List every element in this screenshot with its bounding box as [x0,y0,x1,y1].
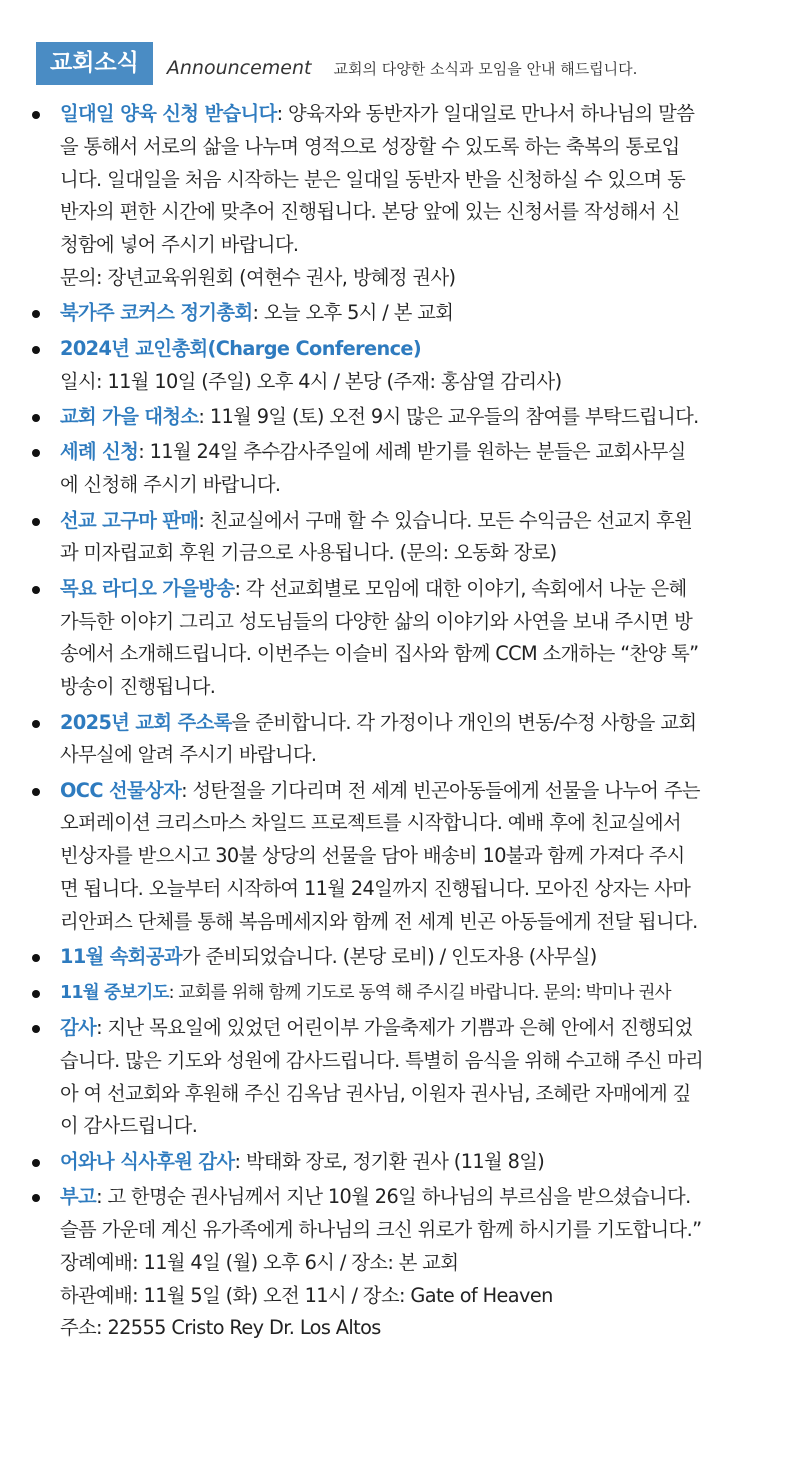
announcement-line [60,1045,782,1078]
announcement-line [60,366,782,399]
announcement-line [60,1146,782,1179]
announcement-text: 니다. 일대일을 처음 시작하는 분은 일대일 동반자 반을 신청하실 수 있으며 동 [60,167,686,191]
announcement-text: 주소: 22555 Cristo Rey Dr. Los Altos [60,1316,381,1340]
bullet-icon [32,954,40,962]
announcement-text: : 지난 목요일에 있었던 어린이부 가을축제가 기쁨과 은혜 안에서 진행되었 [96,1016,693,1040]
announcement-text: : 성탄절을 기다리며 전 세계 빈곤아동들에게 선물을 나누어 주는 [181,778,700,802]
announcement-text: : 11월 24일 추수감사주일에 세례 받기를 원하는 분들은 교회사무실 [138,440,686,464]
section-english-title: Announcement [166,56,312,79]
announcement-item [0,98,808,295]
bullet-icon [32,586,40,594]
announcement-line [60,537,782,570]
announcement-line [60,229,782,262]
announcement-text: 면 됩니다. 오늘부터 시작하여 11월 24일까지 진행됩니다. 모아진 상자는 사마 [60,877,691,901]
announcement-line [60,906,782,939]
announcement-item [0,707,808,773]
announcement-line [60,1214,782,1247]
announcement-text: 빈상자를 받으시고 30불 상당의 선물을 담아 배송비 10불과 함께 가져다 주시 [60,844,685,868]
announcement-item [0,436,808,502]
announcement-text: 슬픔 가운데 계신 유가족에게 하나님의 크신 위로가 함께 하시기를 기도합니다.” [60,1218,702,1242]
announcement-label: OCC 선물상자 [60,778,182,802]
announcement-label: 11월 중보기도 [60,982,169,1003]
bullet-icon [32,310,40,318]
announcement-text: 문의: 장년교육위원회 (여현수 권사, 방혜정 권사) [60,265,456,289]
announcement-line [60,739,782,772]
announcement-list [0,98,808,1348]
announcement-item [0,333,808,399]
announcement-line [60,775,782,808]
bullet-icon [32,990,40,998]
announcement-line [60,671,782,704]
announcement-text: 방송이 진행됩니다. [60,675,216,699]
announcement-label: 부고 [60,1185,97,1209]
announcement-line [60,1280,782,1313]
announcement-item [0,775,808,939]
announcement-line [60,807,782,840]
announcement-text: 장례예배: 11월 4일 (월) 오후 6시 / 장소: 본 교회 [60,1250,459,1274]
announcement-line [60,196,782,229]
bullet-icon [32,788,40,796]
announcement-label: 목요 라디오 가을방송 [60,576,235,600]
announcement-line [60,1012,782,1045]
announcement-text: 청함에 넣어 주시기 바랍니다. [60,233,299,257]
announcement-text: 과 미자립교회 후원 기금으로 사용됩니다. (문의: 오동화 장로) [60,541,557,565]
announcement-item [0,1181,808,1345]
announcement-line [60,1247,782,1280]
announcement-item [0,505,808,571]
announcement-line [60,1181,782,1214]
section-header [36,42,637,85]
bullet-icon [32,1194,40,1202]
section-title: 교회소식 [36,42,153,85]
announcement-line [60,1110,782,1143]
bullet-icon [32,414,40,422]
announcement-line [60,469,782,502]
bullet-icon [32,111,40,119]
announcement-text: 일시: 11월 10일 (주일) 오후 4시 / 본당 (주재: 홍삼열 감리사) [60,369,562,393]
announcement-line [60,164,782,197]
announcement-line [60,638,782,671]
announcement-line [60,333,782,366]
announcement-text: : 교회를 위해 함께 기도로 동역 해 주시길 바랍니다. 문의: 박미나 권사 [168,982,671,1003]
announcement-text: : 고 한명순 권사님께서 지난 10월 26일 하나님의 부르심을 받으셨습니다. [96,1185,691,1209]
announcement-line [60,1078,782,1111]
announcement-text: : 친교실에서 구매 할 수 있습니다. 모든 수익금은 선교지 후원 [198,508,693,532]
announcement-text: : 오늘 오후 5시 / 본 교회 [252,301,454,325]
announcement-text: 이 감사드립니다. [60,1114,198,1138]
announcement-line [60,977,782,1010]
announcement-label: 북가주 코커스 정기총회 [60,301,253,325]
announcement-line [60,606,782,639]
announcement-item [0,941,808,974]
announcement-line [60,131,782,164]
announcement-label: 선교 고구마 판매 [60,508,199,532]
announcement-line [60,262,782,295]
announcement-label: 세례 신청 [60,440,139,464]
announcement-line [60,401,782,434]
announcement-line [60,573,782,606]
announcement-label: 2024년 교인총회(Charge Conference) [60,336,422,360]
bullet-icon [32,346,40,354]
section-description: 교회의 다양한 소식과 모임을 안내 해드립니다. [333,59,638,78]
announcement-text: 아 여 선교회와 후원해 주신 김옥남 권사님, 이원자 권사님, 조혜란 자매에게 깊 [60,1081,691,1105]
announcement-text: 습니다. 많은 기도와 성원에 감사드립니다. 특별히 음식을 위해 수고해 주신 마리 [60,1048,704,1072]
announcement-line [60,98,782,131]
announcement-text: 송에서 소개해드립니다. 이번주는 이슬비 집사와 함께 CCM 소개하는 “찬양 톡” [60,642,699,666]
announcement-text: 에 신청해 주시기 바랍니다. [60,473,281,497]
announcement-line [60,941,782,974]
announcement-line [60,436,782,469]
announcement-item [0,401,808,434]
announcement-text: 사무실에 알려 주시기 바랍니다. [60,743,317,767]
announcement-label: 교회 가을 대청소 [60,404,199,428]
announcement-label: 일대일 양육 신청 받습니다 [60,102,277,125]
announcement-item [0,573,808,704]
announcement-line [60,840,782,873]
announcement-label: 어와나 식사후원 감사 [60,1149,235,1173]
bullet-icon [32,449,40,457]
announcement-text: 리안퍼스 단체를 통해 복음메세지와 함께 전 세계 빈곤 아동들에게 전달 됩니다. [60,909,698,933]
announcement-text: 을 준비합니다. 각 가정이나 개인의 변동/수정 사항을 교회 [231,710,697,734]
announcement-line [60,505,782,538]
announcement-text: : 각 선교회별로 모임에 대한 이야기, 속회에서 나눈 은혜 [234,576,687,600]
announcement-item [0,297,808,330]
announcement-text: 오퍼레이션 크리스마스 차일드 프로젝트를 시작합니다. 예배 후에 친교실에서 [60,811,682,835]
bullet-icon [32,1159,40,1167]
announcement-text: 하관예배: 11월 5일 (화) 오전 11시 / 장소: Gate of Heaven [60,1283,553,1307]
announcement-label: 2025년 교회 주소록 [60,710,232,734]
announcement-line [60,873,782,906]
bullet-icon [32,720,40,728]
announcement-label: 감사 [60,1016,97,1040]
announcement-text: : 11월 9일 (토) 오전 9시 많은 교우들의 참여를 부탁드립니다. [198,404,699,428]
announcement-text: 을 통해서 서로의 삶을 나누며 영적으로 성장할 수 있도록 하는 축복의 통로입 [60,134,680,158]
announcement-text: 가득한 이야기 그리고 성도님들의 다양한 삶의 이야기와 사연을 보내 주시면 방 [60,609,693,633]
announcement-text: : 박태화 장로, 정기환 권사 (11월 8일) [234,1149,545,1173]
announcement-item [0,977,808,1010]
announcement-text: 가 준비되었습니다. (본당 로비) / 인도자용 (사무실) [181,945,597,969]
announcement-text: 반자의 편한 시간에 맞추어 진행됩니다. 본당 앞에 있는 신청서를 작성해서 신 [60,200,680,224]
announcement-line [60,707,782,740]
announcement-line [60,1312,782,1345]
announcement-text: : 양육자와 동반자가 일대일로 만나서 하나님의 말씀 [276,102,695,125]
announcement-item [0,1146,808,1179]
announcement-item [0,1012,808,1143]
announcement-line [60,297,782,330]
bullet-icon [32,518,40,526]
bullet-icon [32,1025,40,1033]
announcement-label: 11월 속회공과 [60,945,182,969]
